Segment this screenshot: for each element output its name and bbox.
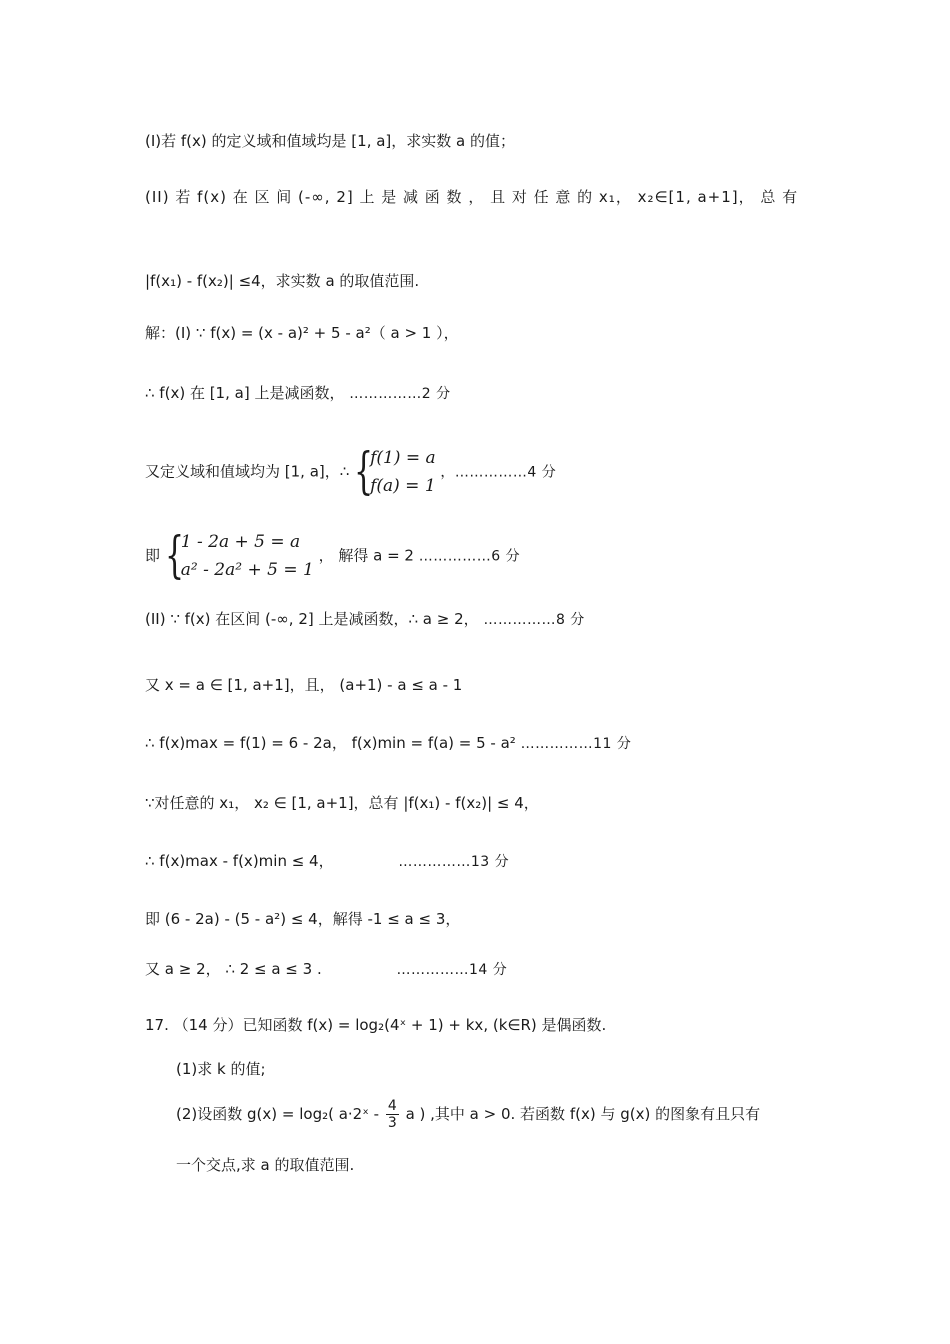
solution-step-7-text: ∴ f(x)max = f(1) = 6 - 2a， f(x)min = f(a) = 5 - a² [145,734,516,752]
problem-17-question-1: (1)求 k 的值; [176,1060,266,1078]
solution-step-8: ∵对任意的 x₁， x₂ ∈ [1, a+1]，总有 |f(x₁) - f(x₂)| ≤ 4， [145,794,539,812]
left-brace-icon: { [354,442,374,500]
question-2-text-end: a ) ,其中 a > 0. 若函数 f(x) 与 g(x) 的图象有且只有 [405,1105,761,1123]
question-2-text-start: (2)设函数 g(x) = log₂( a·2ˣ - [176,1105,380,1123]
solution-step-9 [145,850,509,873]
score-mark: ……………2 分 [349,386,451,402]
solution-step-6: 又 x = a ∈ [1, a+1]，且， (a+1) - a ≤ a - 1 [145,676,463,694]
solution-step-4-result: ， 解得 a = 2 [318,546,414,565]
solution-step-11 [145,958,507,981]
equation-row: 1 - 2a + 5 = a [180,532,301,552]
solution-step-3-text: 又定义域和值域均为 [1, a]，∴ [145,462,350,481]
solution-step-2 [145,382,451,405]
fraction-numerator: 4 [387,1098,397,1114]
fraction-denominator: 3 [387,1115,397,1131]
problem-17-question-2-cont: 一个交点,求 a 的取值范围. [176,1156,355,1174]
solution-step-4-label: 即 [145,546,161,565]
solution-step-2-text: ∴ f(x) 在 [1, a] 上是减函数， [145,384,345,402]
problem-17-question-2 [176,1098,760,1131]
solution-step-3 [145,444,556,500]
solution-step-4 [145,528,520,584]
solution-step-5-text: (II) ∵ f(x) 在区间 (-∞, 2] 上是减函数，∴ a ≥ 2， [145,610,479,628]
solution-step-5 [145,608,585,631]
score-mark: ……………8 分 [483,612,585,628]
equation-system [165,528,314,584]
solution-step-11-text: 又 a ≥ 2， ∴ 2 ≤ a ≤ 3 . [145,960,322,978]
question-part-1: (I)若 f(x) 的定义域和值域均是 [1, a]，求实数 a 的值； [145,132,515,150]
equation-row: a² - 2a² + 5 = 1 [180,560,314,580]
score-mark: ……………11 分 [520,736,632,752]
question-part-2-line2: |f(x₁) - f(x₂)| ≤4，求实数 a 的取值范围. [145,272,420,290]
fraction [386,1098,399,1131]
score-mark: ……………14 分 [396,962,508,978]
left-brace-icon: { [164,526,184,584]
solution-step-1: 解：(I) ∵ f(x) = (x - a)² + 5 - a²（ a > 1 ）， [145,324,459,342]
equation-system [354,444,436,500]
problem-17-stem: 17. （14 分）已知函数 f(x) = log₂(4ˣ + 1) + kx, (k∈R) 是偶函数. [145,1016,607,1034]
solution-step-7 [145,732,631,755]
solution-step-9-text: ∴ f(x)max - f(x)min ≤ 4， [145,852,334,870]
score-mark: ……………13 分 [398,854,510,870]
solution-step-10: 即 (6 - 2a) - (5 - a²) ≤ 4，解得 -1 ≤ a ≤ 3， [145,910,461,928]
score-mark: ……………6 分 [418,548,521,565]
question-part-2-line1: (II) 若 f(x) 在 区 间 (-∞, 2] 上 是 减 函 数 ， 且 对 任 意 的 x₁， x₂∈[1, a+1]， 总 有 [145,188,799,206]
score-mark: ，……………4 分 [440,464,557,481]
equation-row: f(a) = 1 [370,476,436,496]
equation-row: f(1) = a [370,448,436,468]
